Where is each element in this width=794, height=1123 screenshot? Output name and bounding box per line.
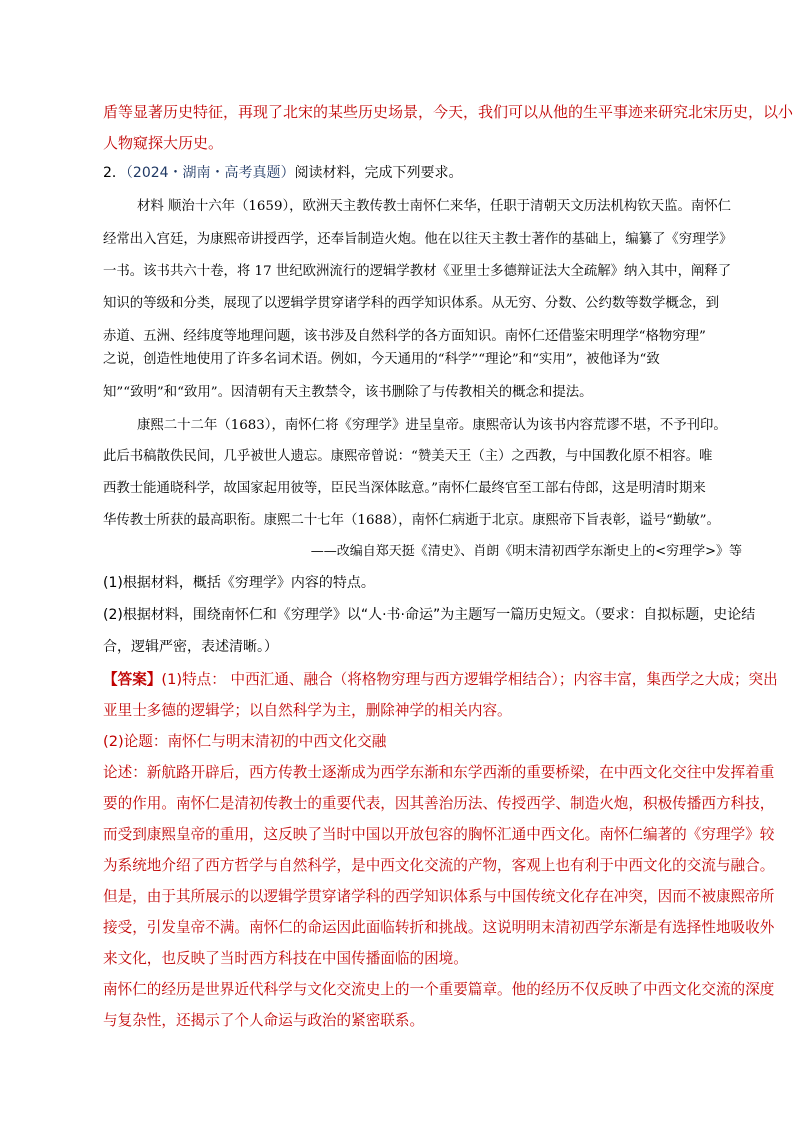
material-p2-line-4: 华传教士所获的最高职衔。康熙二十七年（1688），南怀仁病逝于北京。康熙帝下旨表彰，谥号“勤敏”。 (103, 513, 720, 528)
question-header (103, 163, 463, 183)
answer-2-thesis: (2)论题：南怀仁与明末清初的中西文化交融 (103, 733, 387, 750)
answer-2-body-4: 为系统地介绍了西方哲学与自然科学，是中西文化交流的产物，客观上也有利于中西文化的交流与融合。 (103, 857, 775, 874)
material-p1-line-6: 之说，创造性地使用了许多名词术语。例如，今天通用的“科学”“理论”和“实用”，被他译为“致 (103, 352, 660, 367)
source-close: ） (280, 165, 295, 181)
task-1: (1)根据材料，概括《穷理学》内容的特点。 (103, 575, 375, 591)
material-p1-line-1: 材料 顺治十六年（1659），欧洲天主教传教士南怀仁来华，任职于清朝天文历法机构钦天监。南怀仁 (137, 199, 732, 214)
material-p2-line-3: 西教士能通晓科学，故国家起用彼等，臣民当深体眩意。”南怀仁最终官至工部右侍郎，这是明清时期来 (103, 481, 706, 496)
intro-line-1: 盾等显著历史特征，再现了北宋的某些历史场景，今天，我们可以从他的生平事迹来研究北宋历史，以小 (103, 103, 794, 121)
material-p1-line-2: 经常出入宫廷，为康熙帝讲授西学，还奉旨制造火炮。他在以往天主教士著作的基础上，编纂了《穷理学》 (103, 232, 733, 247)
material-p2-line-1: 康熙二十二年（1683），南怀仁将《穷理学》进呈皇帝。康熙帝认为该书内容荒谬不堪，不予刊印。 (137, 418, 727, 433)
answer-2-conclusion-2: 与复杂性，还揭示了个人命运与政治的紧密联系。 (103, 1012, 425, 1029)
material-source: ——改编自郑天挺《清史》、肖朗《明末清初西学东渐史上的<穷理学>》等 (310, 544, 742, 559)
question-source-tag: 2024・湖南・高考真题 (132, 165, 281, 181)
answer-1-line-2: 亚里士多德的逻辑学；以自然科学为主，删除神学的相关内容。 (103, 702, 512, 719)
answer-2-body-5: 但是，由于其所展示的以逻辑学贯穿诸学科的西学知识体系与中国传统文化存在冲突，因而不被康熙帝所 (103, 888, 775, 905)
answer-2-body-1: 论述：新航路开辟后，西方传教士逐渐成为西学东渐和东学西渐的重要桥梁，在中西文化交往中发挥着重 (103, 764, 775, 781)
question-number: 2． (103, 165, 126, 181)
material-p1-line-4: 知识的等级和分类，展现了以逻辑学贯穿诸学科的西学知识体系。从无穷、分数、公约数等数学概念，到 (103, 296, 719, 311)
source-open: （ (125, 165, 133, 181)
intro-line-2: 人物窥探大历史。 (103, 134, 224, 152)
answer-2-body-3: 而受到康熙皇帝的重用，这反映了当时中国以开放包容的胸怀汇通中西文化。南怀仁编著的《穷理学》较 (103, 826, 775, 843)
answer-2-conclusion-1: 南怀仁的经历是世界近代科学与文化交流史上的一个重要篇章。他的经历不仅反映了中西文化交流的深度 (103, 981, 775, 998)
answer-1-text: (1)特点： 中西汇通、融合（将格物穷理与西方逻辑学相结合）；内容丰富，集西学之大成；突出 (161, 671, 778, 688)
answer-tag: 【答案】 (103, 671, 162, 688)
task-2-line-2: 合，逻辑严密，表述清晰。） (103, 639, 278, 655)
question-prompt: 阅读材料，完成下列要求。 (294, 165, 463, 181)
answer-2-body-7: 来文化，也反映了当时西方科技在中国传播面临的困境。 (103, 950, 468, 967)
answer-2-body-6: 接受，引发皇帝不满。南怀仁的命运因此面临转折和挑战。这说明明末清初西学东渐是有选择性地吸收外 (103, 919, 775, 936)
answer-line-1 (103, 670, 778, 690)
material-p1-line-3: 一书。该书共六十卷，将 17 世纪欧洲流行的逻辑学教材《亚里士多德辩证法大全疏解》纳入其中，阐释了 (103, 264, 732, 279)
material-p1-line-7: 知”“致明”和“致用”。因清朝有天主教禁令，该书删除了与传教相关的概念和提法。 (103, 385, 593, 400)
task-2-line-1: (2)根据材料，围绕南怀仁和《穷理学》以“人·书·命运”为主题写一篇历史短文。（要求：自拟标题，史论结 (103, 607, 756, 623)
answer-2-body-2: 要的作用。南怀仁是清初传教士的重要代表，因其善治历法、传授西学、制造火炮，积极传播西方科技， (103, 795, 775, 812)
material-p1-line-5: 赤道、五洲、经纬度等地理问题，该书涉及自然科学的各方面知识。南怀仁还借鉴宋明理学“格物穷理” (103, 329, 706, 344)
material-p2-line-2: 此后书稿散佚民间，几乎被世人遗忘。康熙帝曾说：“赞美天王（主）之西教，与中国教化原不相容。唯 (103, 449, 713, 464)
